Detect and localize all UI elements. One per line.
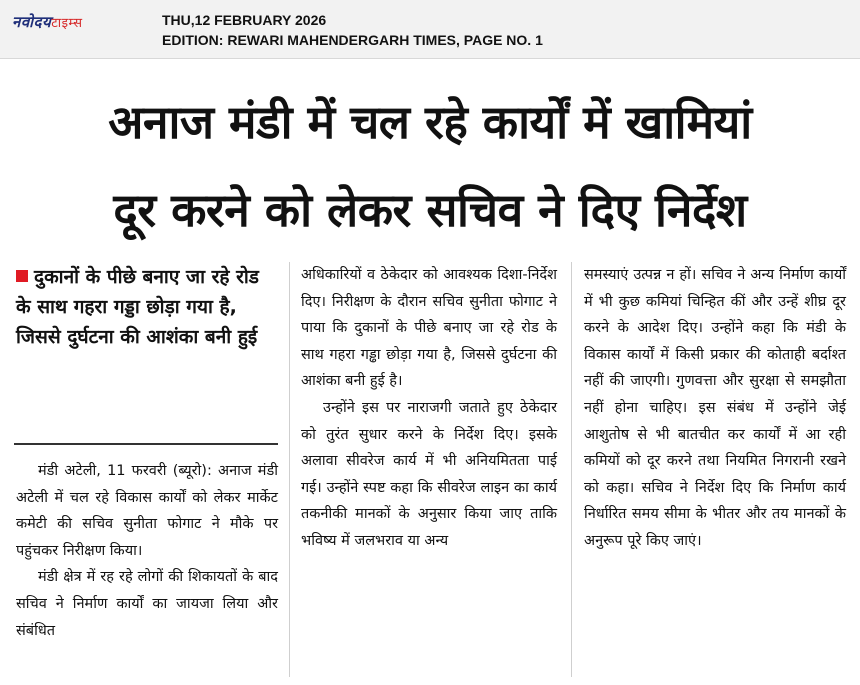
paragraph: मंडी अटेली, 11 फरवरी (ब्यूरो): अनाज मंडी अटेली में चल रहे विकास कार्यों को लेकर मार्केट कमेटी की सचिव सुनीता फोगाट ने मौके पर पहुंचकर निरीक्षण किया। bbox=[16, 463, 278, 559]
subheading-divider bbox=[14, 443, 278, 445]
logo-part1: नवोदय bbox=[12, 13, 52, 31]
subheading-text: दुकानों के पीछे बनाए जा रहे रोड के साथ गहरा गड्डा छोड़ा गया है, जिससे दुर्घटना की आशंका बनी हुई bbox=[16, 266, 259, 348]
paragraph: अधिकारियों व ठेकेदार को आवश्यक दिशा-निर्देश दिए। निरीक्षण के दौरान सचिव सुनीता फोगाट ने पाया कि दुकानों के पीछे बनाए जा रहे रोड के साथ गहरा गड्ढा छोड़ा गया है, जिससे दुर्घटना की आशंका बनी हुई है। bbox=[301, 267, 557, 390]
headline-line-2: दूर करने को लेकर सचिव ने दिए निर्देश bbox=[113, 183, 747, 237]
edition-info bbox=[162, 10, 543, 50]
masthead-bar bbox=[0, 0, 860, 59]
article-subheading bbox=[16, 262, 278, 352]
article-headline bbox=[0, 78, 860, 254]
column-divider bbox=[571, 262, 572, 677]
column-divider bbox=[289, 262, 290, 677]
publication-date: THU,12 FEBRUARY 2026 bbox=[162, 12, 327, 28]
paragraph: मंडी क्षेत्र में रह रहे लोगों की शिकायतों के बाद सचिव ने निर्माण कार्यों का जायजा लिया और संबंधित bbox=[16, 569, 278, 639]
logo-part2: टाइम्स bbox=[51, 16, 83, 31]
paragraph: समस्याएं उत्पन्न न हों। सचिव ने अन्य निर्माण कार्यों में भी कुछ कमियां चिन्हित कीं और उन्हें शीघ्र दूर करने के आदेश दिए। उन्होंने कहा कि मंडी के विकास कार्यों में किसी प्रकार की कोताही बर्दाश्त नहीं की जाएगी। गुणवत्ता और सुरक्षा से समझौता नहीं होना चाहिए। इस संबंध में उन्होंने जेई आशुतोष से भी बातचीत कर कार्यों में आ रही कमियों को दूर करने तथा नियमित निगरानी रखने को कहा। सचिव ने निर्देश दिए कि निर्माण कार्य निर्धारित समय सीमा के भीतर और तय मानकों के अनुरूप पूरे किए जाएं। bbox=[584, 267, 846, 549]
paragraph: उन्होंने इस पर नाराजगी जताते हुए ठेकेदार को तुरंत सुधार करने के निर्देश दिए। इसके अलावा सीवरेज कार्य में भी अनियमितता पाई गई। उन्होंने स्पष्ट कहा कि सीवरेज लाइन का कार्य तकनीकी मानकों के अनुसार किया जाए ताकि भविष्य में जलभराव या अन्य bbox=[301, 399, 557, 549]
headline-line-1: अनाज मंडी में चल रहे कार्यों में खामियां bbox=[108, 95, 752, 149]
article-column-1 bbox=[16, 458, 278, 644]
newspaper-logo bbox=[12, 12, 83, 32]
edition-label: EDITION: REWARI MAHENDERGARH TIMES, PAGE NO. 1 bbox=[162, 32, 543, 48]
bullet-square-icon bbox=[16, 270, 28, 282]
article-column-2 bbox=[301, 262, 557, 555]
article-column-3 bbox=[584, 262, 846, 555]
